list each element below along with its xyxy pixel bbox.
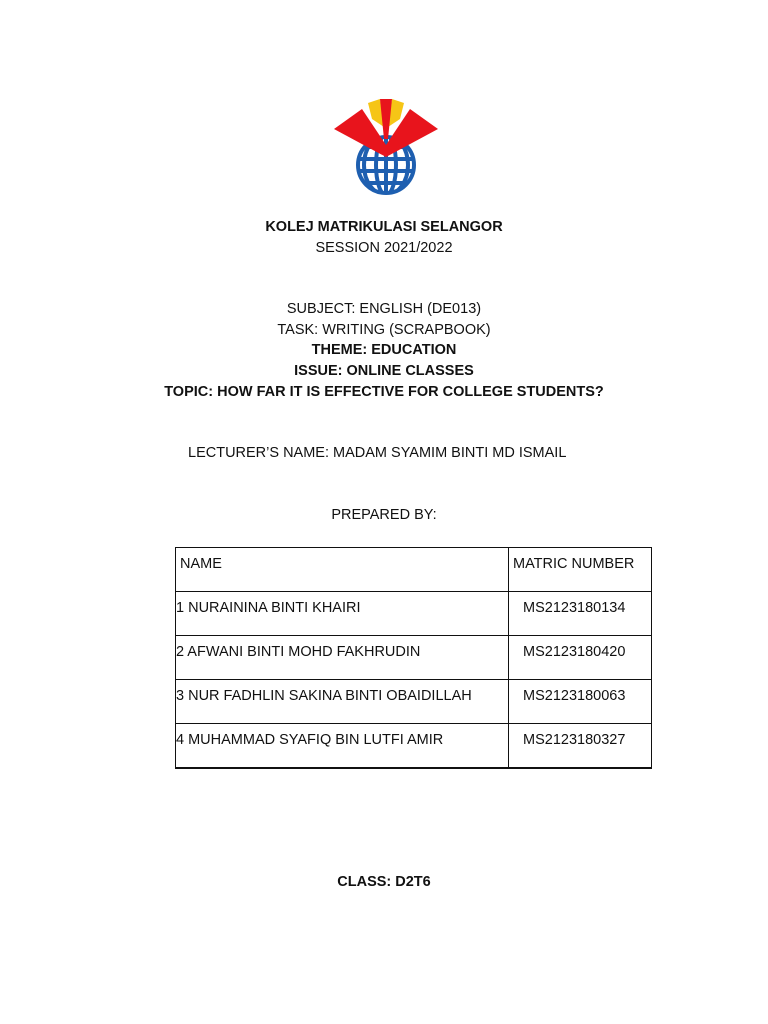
table-row <box>176 636 652 680</box>
theme: THEME: EDUCATION <box>311 342 457 358</box>
table-header-row <box>176 548 652 592</box>
header-name: NAME <box>180 556 222 572</box>
topic: TOPIC: HOW FAR IT IS EFFECTIVE FOR COLLEGE STUDENTS? <box>164 384 604 400</box>
student-name: 1 NURAININA BINTI KHAIRI <box>176 600 361 616</box>
prepared-by-label: PREPARED BY: <box>331 507 437 523</box>
college-logo-icon <box>332 99 440 195</box>
matric-number: MS2123180134 <box>523 600 626 616</box>
issue: ISSUE: ONLINE CLASSES <box>294 363 474 379</box>
lecturer-name: LECTURER’S NAME: MADAM SYAMIM BINTI MD ISMAIL <box>188 445 567 461</box>
header-matric-number: MATRIC NUMBER <box>513 556 635 572</box>
institution-name: KOLEJ MATRIKULASI SELANGOR <box>265 219 503 235</box>
student-name: 3 NUR FADHLIN SAKINA BINTI OBAIDILLAH <box>176 688 472 704</box>
student-name: 2 AFWANI BINTI MOHD FAKHRUDIN <box>176 644 421 660</box>
student-name: 4 MUHAMMAD SYAFIQ BIN LUTFI AMIR <box>176 732 444 748</box>
class-label: CLASS: D2T6 <box>337 874 431 890</box>
matric-number: MS2123180063 <box>523 688 626 704</box>
subject: SUBJECT: ENGLISH (DE013) <box>286 301 482 317</box>
students-table <box>175 547 652 769</box>
matric-number: MS2123180327 <box>523 732 626 748</box>
task: TASK: WRITING (SCRAPBOOK) <box>277 322 491 338</box>
session: SESSION 2021/2022 <box>315 240 453 256</box>
table-row <box>176 592 652 636</box>
table-row <box>176 680 652 724</box>
table-row <box>176 724 652 769</box>
matric-number: MS2123180420 <box>523 644 626 660</box>
